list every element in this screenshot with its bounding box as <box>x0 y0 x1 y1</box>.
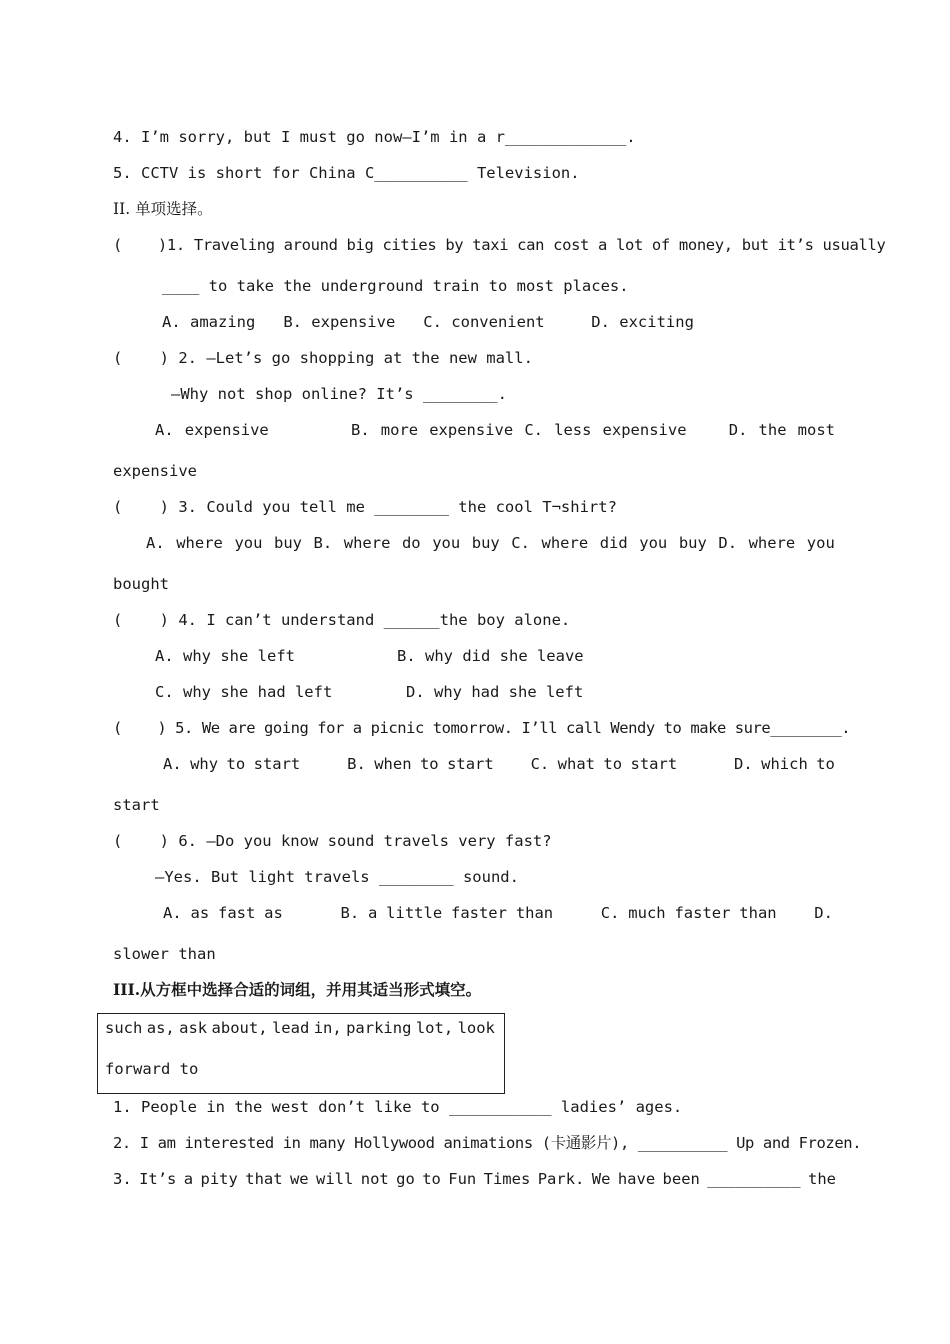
section-heading-2: II. 单项选择。 <box>113 200 213 218</box>
question-6-line1: ( ) 6. —Do you know sound travels very fast? <box>113 832 552 850</box>
question-4-line1: ( ) 4. I can’t understand ______the boy alone. <box>113 611 571 629</box>
part1-q5: 5. CCTV is short for China C__________ Television. <box>113 164 580 182</box>
question-4-option-c: C. why she had left <box>155 683 333 701</box>
question-6-options: A. as fast as B. a little faster than C. much faster than D. <box>163 904 833 922</box>
question-5-line1: ( ) 5. We are going for a picnic tomorrow. I’ll call Wendy to make sure________. <box>113 719 851 737</box>
question-4-option-d: D. why had she left <box>406 683 584 701</box>
question-6-line2: —Yes. But light travels ________ sound. <box>155 868 519 886</box>
fill-question-3: 3. It’s a pity that we will not go to Fun Times Park. We have been __________ the <box>113 1170 836 1188</box>
question-2-line1: ( ) 2. —Let’s go shopping at the new mall. <box>113 349 533 367</box>
question-5-wrap: start <box>113 796 160 814</box>
section-heading-3: III.从方框中选择合适的词组，并用其适当形式填空。 <box>113 980 482 999</box>
part1-q4: 4. I’m sorry, but I must go now—I’m in a r_____________. <box>113 128 636 146</box>
fill-question-2: 2. I am interested in many Hollywood animations (卡通影片), __________ Up and Frozen. <box>113 1134 862 1152</box>
question-1-line2: ____ to take the underground train to most places. <box>162 277 629 295</box>
question-5-options: A. why to start B. when to start C. what to start D. which to <box>163 755 835 773</box>
question-6-wrap: slower than <box>113 945 216 963</box>
question-2-wrap: expensive <box>113 462 197 480</box>
fill-question-1: 1. People in the west don’t like to ___________ ladies’ ages. <box>113 1098 683 1116</box>
question-1-line1: ( )1. Traveling around big cities by taxi can cost a lot of money, but it’s usually <box>113 236 886 254</box>
word-box-line1: such as, ask about, lead in, parking lot, look <box>105 1019 495 1037</box>
question-2-line2: —Why not shop online? It’s ________. <box>171 385 507 403</box>
question-4-option-b: B. why did she leave <box>397 647 584 665</box>
word-box-line2: forward to <box>105 1060 199 1078</box>
question-3-line1: ( ) 3. Could you tell me ________ the cool T¬shirt? <box>113 498 617 516</box>
question-4-option-a: A. why she left <box>155 647 295 665</box>
question-3-wrap: bought <box>113 575 169 593</box>
question-2-options: A. expensive B. more expensive C. less expensive D. the most <box>155 421 835 439</box>
question-1-options: A. amazing B. expensive C. convenient D. exciting <box>162 313 694 331</box>
question-3-options: A. where you buy B. where do you buy C. where did you buy D. where you <box>146 534 835 552</box>
